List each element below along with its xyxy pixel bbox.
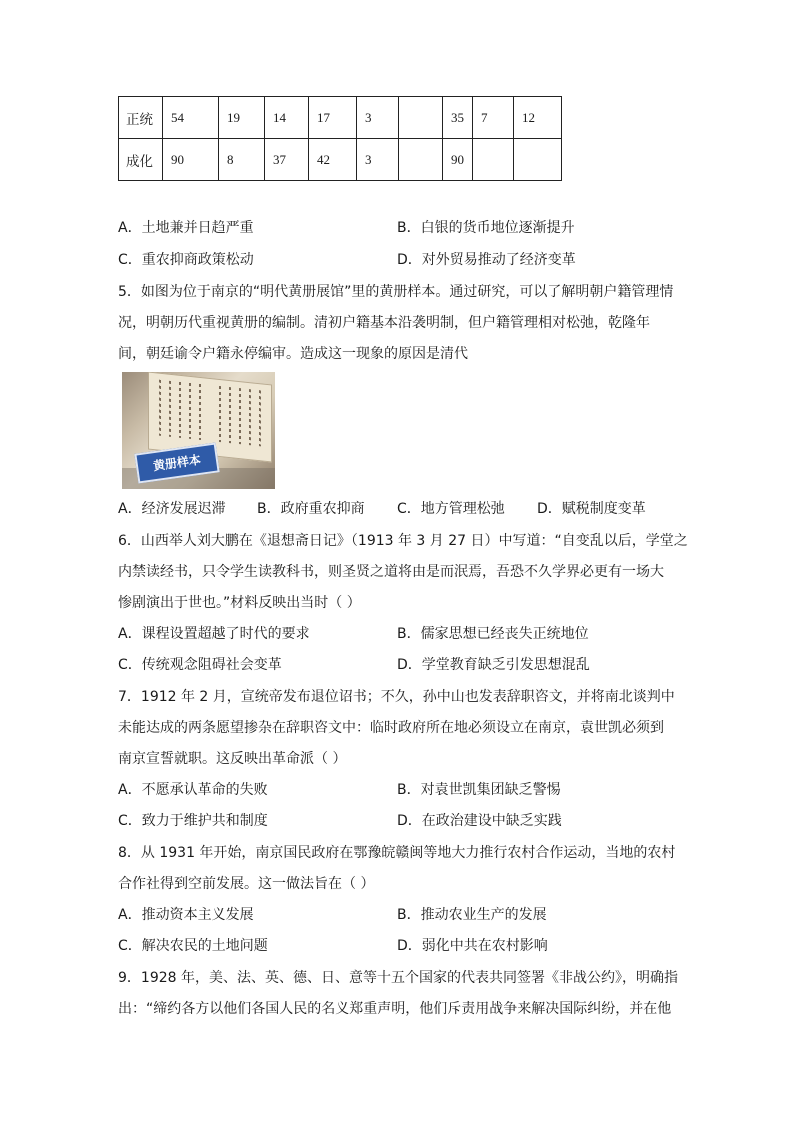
option-d: D．在政治建设中缺乏实践 <box>397 813 562 829</box>
question-7-line: 南京宣誓就职。这反映出革命派（ ） <box>118 751 347 767</box>
option-d: D．赋税制度变革 <box>537 501 646 517</box>
option-b: B．推动农业生产的发展 <box>397 907 547 923</box>
table-cell: 42 <box>309 139 357 181</box>
option-a: A．课程设置超越了时代的要求 <box>118 626 310 642</box>
question-9-line: 9．1928 年，美、法、英、德、日、意等十五个国家的代表共同签署《非战公约》，明确指 <box>118 970 678 986</box>
table-row <box>119 97 562 139</box>
table-cell: 7 <box>473 97 514 139</box>
table-cell: 3 <box>357 139 399 181</box>
option-c: C．传统观念阻碍社会变革 <box>118 657 282 673</box>
option-b: B．儒家思想已经丧失正统地位 <box>397 626 589 642</box>
option-d: D．学堂教育缺乏引发思想混乱 <box>397 657 590 673</box>
table-cell: 90 <box>443 139 473 181</box>
table-row <box>119 139 562 181</box>
sample-placard: 黄册样本 <box>134 442 219 483</box>
option-c: C．地方管理松弛 <box>397 501 505 517</box>
question-7-line: 7．1912 年 2 月，宣统帝发布退位诏书；不久，孙中山也发表辞职咨文，并将南北谈判中 <box>118 689 675 705</box>
row-label: 正统 <box>119 97 163 139</box>
option-b: B．政府重农抑商 <box>257 501 365 517</box>
question-8-line: 合作社得到空前发展。这一做法旨在（ ） <box>118 876 375 892</box>
question-9-line: 出：“缔约各方以他们各国人民的名义郑重声明，他们斥责用战争来解决国际纠纷，并在他 <box>118 1001 672 1017</box>
option-d: D．对外贸易推动了经济变革 <box>397 252 576 268</box>
option-a: A．推动资本主义发展 <box>118 907 254 923</box>
option-c: C．重农抑商政策松动 <box>118 252 254 268</box>
question-6-line: 惨剧演出于世也。”材料反映出当时（ ） <box>118 595 361 611</box>
table-cell: 8 <box>219 139 265 181</box>
option-c: C．解决农民的土地问题 <box>118 938 268 954</box>
option-a: A．土地兼并日趋严重 <box>118 220 254 236</box>
table-cell: 90 <box>163 139 219 181</box>
option-b: B．白银的货币地位逐渐提升 <box>397 220 575 236</box>
question-5-line: 况，明朝历代重视黄册的编制。清初户籍基本沿袭明制，但户籍管理相对松弛，乾隆年 <box>118 315 650 331</box>
option-c: C．致力于维护共和制度 <box>118 813 268 829</box>
question-6-line: 内禁读经书，只令学生读教科书，则圣贤之道将由是而泯焉，吾恐不久学界必更有一场大 <box>118 564 664 580</box>
option-a: A．不愿承认革命的失败 <box>118 782 268 798</box>
table-cell <box>473 139 514 181</box>
question-5-line: 5．如图为位于南京的“明代黄册展馆”里的黄册样本。通过研究，可以了解明朝户籍管理情 <box>118 284 674 300</box>
table-cell: 12 <box>514 97 562 139</box>
question-8-line: 8．从 1931 年开始，南京国民政府在鄂豫皖赣闽等地大力推行农村合作运动，当地的农村 <box>118 845 676 861</box>
table-cell: 17 <box>309 97 357 139</box>
statistics-table <box>118 96 562 181</box>
table-cell: 19 <box>219 97 265 139</box>
yellow-register-photo <box>122 372 275 489</box>
question-6-line: 6．山西举人刘大鹏在《退想斋日记》（1913 年 3 月 27 日）中写道：“自变乱以后，学堂之 <box>118 533 688 549</box>
table-cell: 35 <box>443 97 473 139</box>
table-cell: 37 <box>265 139 309 181</box>
option-a: A．经济发展迟滞 <box>118 501 226 517</box>
table-cell <box>399 139 443 181</box>
table-cell <box>399 97 443 139</box>
table-cell: 54 <box>163 97 219 139</box>
table-cell: 14 <box>265 97 309 139</box>
option-d: D．弱化中共在农村影响 <box>397 938 548 954</box>
question-5-line: 间，朝廷谕令户籍永停编审。造成这一现象的原因是清代 <box>118 346 468 362</box>
option-b: B．对袁世凯集团缺乏警惕 <box>397 782 561 798</box>
row-label: 成化 <box>119 139 163 181</box>
question-7-line: 未能达成的两条愿望掺杂在辞职咨文中：临时政府所在地必须设立在南京，袁世凯必须到 <box>118 720 664 736</box>
table-cell <box>514 139 562 181</box>
table-cell: 3 <box>357 97 399 139</box>
